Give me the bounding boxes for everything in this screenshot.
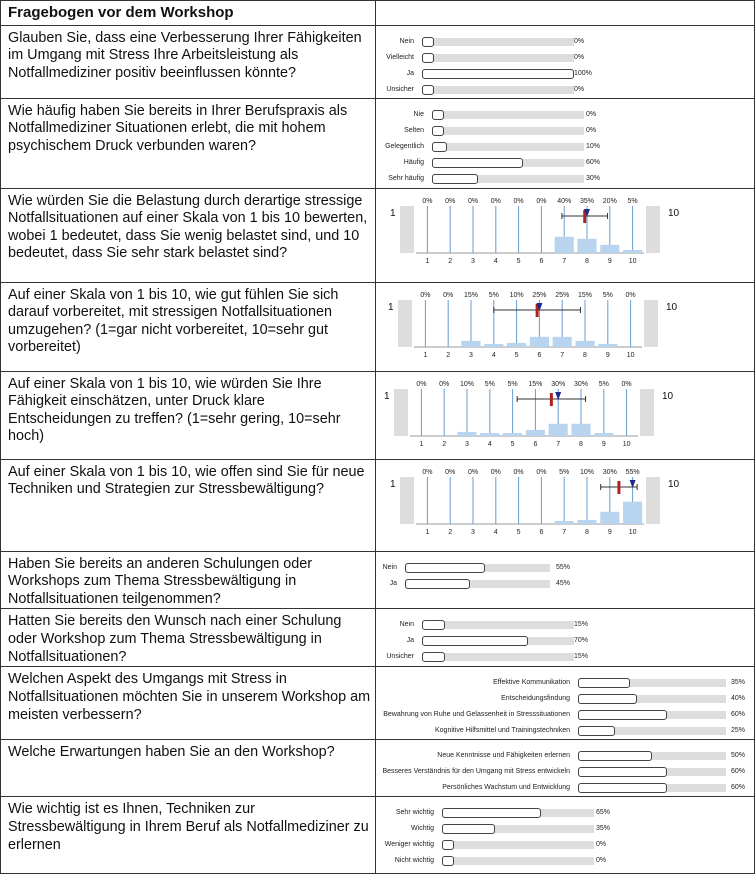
question-row (1, 551, 755, 609)
bar-row (376, 805, 754, 821)
scale-bar (484, 344, 503, 347)
scale-right-cap (640, 389, 654, 436)
scale-percent-label: 10% (509, 291, 524, 299)
bar-percent-label: 45% (556, 579, 571, 587)
scale-percent-label: 5% (488, 291, 499, 299)
scale-tick-label: 3 (469, 351, 473, 359)
answer-chart-cell (376, 740, 755, 797)
bar-row (376, 576, 754, 592)
question-row (1, 25, 755, 98)
scale-tick-label: 5 (516, 257, 521, 265)
scale-percent-label: 0% (420, 291, 431, 299)
scale-percent-label: 0% (467, 197, 479, 205)
answer-chart-cell (376, 371, 755, 459)
scale-tick-label: 10 (628, 528, 637, 536)
scale-percent-label: 25% (555, 291, 570, 299)
bar-percent-label: 0% (586, 110, 597, 118)
scale-max-label: 10 (668, 478, 680, 490)
scale-max-label: 10 (668, 207, 680, 219)
question-row (1, 282, 755, 371)
scale-tick-label: 6 (537, 351, 542, 359)
scale-percent-label: 55% (625, 468, 640, 476)
scale-chart (376, 372, 756, 454)
bar-percent-label: 40% (731, 695, 746, 703)
bar-chart (376, 552, 754, 592)
scale-tick-label: 9 (601, 440, 606, 448)
scale-percent-label: 0% (443, 291, 454, 299)
bar-fill (578, 678, 630, 688)
bar-row (376, 82, 754, 98)
scale-tick-label: 3 (471, 528, 475, 536)
scale-percent-label: 0% (467, 468, 479, 476)
scale-percent-label: 15% (577, 291, 593, 299)
bar-row (376, 821, 754, 837)
bar-fill (442, 840, 454, 850)
bar-track (422, 70, 574, 78)
scale-percent-label: 0% (513, 197, 524, 205)
scale-tick-label: 4 (491, 351, 496, 359)
bar-track (442, 825, 594, 833)
scale-bar (549, 423, 568, 435)
bar-percent-label: 0% (574, 53, 585, 61)
bar-row (376, 780, 754, 796)
bar-category-label: Unsicher (386, 653, 414, 661)
scale-percent-label: 10% (459, 380, 475, 388)
scale-tick-label: 4 (493, 528, 498, 536)
scale-tick-label: 8 (583, 351, 587, 359)
question-row (1, 371, 755, 459)
scale-percent-label: 5% (559, 468, 570, 476)
bar-category-label: Sehr häufig (388, 174, 424, 182)
bar-row (376, 707, 754, 723)
bar-category-label: Ja (406, 637, 414, 645)
bar-category-label: Unsicher (386, 85, 414, 93)
scale-right-cap (646, 477, 660, 524)
bar-fill (422, 652, 445, 662)
bar-category-label: Häufig (403, 158, 424, 166)
bar-track (432, 159, 584, 167)
bar-percent-label: 0% (596, 857, 607, 865)
scale-bar (530, 336, 549, 346)
question-text: Haben Sie bereits an anderen Schulungen oder Workshops zum Thema Stressbewältigung in Notfallsituationen teilgenommen? (1, 551, 376, 609)
question-row (1, 98, 755, 188)
bar-category-label: Bewahrung von Ruhe und Gelassenheit in Stresssituationen (383, 711, 570, 719)
scale-percent-label: 25% (532, 291, 547, 299)
question-row (1, 459, 755, 551)
scale-percent-label: 10% (579, 468, 595, 476)
bar-fill (422, 69, 574, 79)
scale-bar (600, 244, 619, 252)
scale-percent-label: 15% (528, 380, 543, 388)
answer-chart-cell (376, 459, 755, 551)
bar-fill (432, 142, 447, 152)
bar-track (432, 127, 584, 135)
bar-row (376, 748, 754, 764)
scale-tick-label: 5 (516, 528, 521, 536)
bar-category-label: Neue Kenntnisse und Fähigkeiten erlernen (437, 752, 570, 760)
scale-tick-label: 9 (605, 351, 610, 359)
scale-percent-label: 0% (422, 197, 433, 205)
scale-bar (575, 340, 594, 346)
scale-tick-label: 3 (465, 440, 469, 448)
answer-chart-cell (376, 98, 755, 188)
bar-row (376, 155, 754, 171)
scale-chart (376, 283, 756, 366)
scale-tick-label: 4 (493, 257, 498, 265)
bar-row (376, 50, 754, 66)
bar-row (376, 66, 754, 82)
scale-min-label: 1 (388, 301, 394, 313)
bar-category-label: Ja (406, 69, 414, 77)
bar-row (376, 107, 754, 123)
scale-chart (376, 460, 756, 546)
question-text: Wie wichtig ist es Ihnen, Techniken zur Stressbewältigung in Ihrem Beruf als Notfallmediziner zu erlernen (1, 797, 376, 874)
bar-fill (422, 37, 434, 47)
scale-tick-label: 2 (446, 351, 451, 359)
bar-fill (422, 620, 445, 630)
scale-percent-label: 0% (416, 380, 427, 388)
bar-category-label: Nie (413, 110, 424, 118)
scale-bar (577, 238, 596, 252)
scale-percent-label: 30% (602, 468, 617, 476)
bar-track (578, 784, 726, 792)
scale-tick-label: 5 (510, 440, 515, 448)
bar-fill (578, 694, 637, 704)
bar-percent-label: 35% (731, 679, 746, 687)
scale-bar (600, 511, 619, 523)
bar-category-label: Sehr wichtig (395, 809, 434, 817)
bar-category-label: Ja (389, 579, 397, 587)
scale-percent-label: 0% (490, 197, 501, 205)
bar-track (405, 580, 550, 588)
bar-chart (376, 667, 754, 739)
bar-percent-label: 60% (586, 158, 601, 166)
question-row (1, 609, 755, 667)
scale-bar (555, 521, 574, 524)
bar-fill (422, 85, 434, 95)
bar-chart (376, 26, 754, 98)
scale-tick-label: 6 (533, 440, 538, 448)
bar-row (376, 675, 754, 691)
bar-percent-label: 0% (574, 37, 585, 45)
bar-percent-label: 60% (731, 768, 746, 776)
header-blank-cell (376, 1, 755, 26)
scale-left-cap (394, 389, 408, 436)
bar-percent-label: 10% (586, 142, 601, 150)
scale-percent-label: 5% (484, 380, 495, 388)
scale-tick-label: 2 (448, 528, 453, 536)
bar-percent-label: 35% (596, 825, 611, 833)
bar-chart (376, 797, 754, 869)
scale-min-label: 1 (390, 207, 396, 219)
bar-track (578, 727, 726, 735)
bar-percent-label: 60% (731, 711, 746, 719)
scale-bar (480, 433, 499, 436)
scale-tick-label: 7 (556, 440, 561, 448)
scale-percent-label: 0% (536, 197, 547, 205)
bar-track (578, 711, 726, 719)
question-text: Auf einer Skala von 1 bis 10, wie gut fühlen Sie sich darauf vorbereitet, mit stressigen Notfallsituationen umzugehen? (1=gar nicht vorbereitet, 10=sehr gut vorbereitet) (1, 282, 376, 371)
bar-track (422, 38, 574, 46)
scale-min-label: 1 (384, 390, 390, 402)
question-text: Welche Erwartungen haben Sie an den Workshop? (1, 740, 376, 797)
bar-track (422, 86, 574, 94)
scale-tick-label: 2 (442, 440, 447, 448)
scale-tick-label: 6 (539, 257, 544, 265)
bar-row (376, 764, 754, 780)
bar-track (578, 752, 726, 760)
scale-bar (623, 250, 642, 253)
bar-row (376, 837, 754, 853)
bar-category-label: Effektive Kommunikation (493, 679, 570, 687)
scale-percent-label: 0% (513, 468, 524, 476)
question-text: Welchen Aspekt des Umgangs mit Stress in Notfallsituationen möchten Sie in unserem Workshop am meisten verbessern? (1, 667, 376, 740)
scale-right-cap (646, 206, 660, 253)
bar-fill (578, 710, 667, 720)
bar-fill (442, 808, 541, 818)
bar-category-label: Entscheidungsfindung (501, 695, 570, 703)
scale-max-label: 10 (666, 301, 678, 313)
bar-fill (405, 579, 470, 589)
bar-row (376, 617, 754, 633)
bar-category-label: Besseres Verständnis für den Umgang mit Stress entwickeln (382, 768, 570, 776)
bar-track (432, 143, 584, 151)
bar-fill (578, 726, 615, 736)
scale-tick-label: 1 (419, 440, 424, 448)
scale-bar (526, 429, 545, 435)
scale-tick-label: 1 (423, 351, 428, 359)
scale-tick-label: 10 (628, 257, 637, 265)
bar-track (578, 695, 726, 703)
bar-category-label: Weniger wichtig (384, 841, 434, 849)
scale-bar (507, 343, 526, 347)
bar-fill (422, 636, 528, 646)
bar-chart (376, 609, 754, 665)
mean-marker (550, 393, 553, 406)
scale-tick-label: 7 (562, 528, 567, 536)
bar-track (432, 175, 584, 183)
scale-bar (571, 423, 590, 435)
bar-percent-label: 0% (596, 841, 607, 849)
bar-track (432, 111, 584, 119)
bar-fill (432, 126, 444, 136)
question-text: Auf einer Skala von 1 bis 10, wie würden Sie Ihre Fähigkeit einschätzen, unter Druck klare Entscheidungen zu treffen? (1=sehr gering, 10=sehr hoch) (1, 371, 376, 459)
question-text: Auf einer Skala von 1 bis 10, wie offen sind Sie für neue Techniken und Strategien zur Stressbewältigung? (1, 459, 376, 551)
bar-fill (578, 751, 652, 761)
scale-bar (623, 501, 642, 523)
scale-percent-label: 0% (445, 468, 456, 476)
bar-row (376, 649, 754, 665)
bar-percent-label: 50% (731, 752, 746, 760)
bar-row (376, 123, 754, 139)
scale-tick-label: 10 (622, 440, 631, 448)
scale-percent-label: 30% (551, 380, 566, 388)
page-title: Fragebogen vor dem Workshop (1, 1, 376, 26)
scale-tick-label: 3 (471, 257, 475, 265)
bar-fill (432, 158, 523, 168)
scale-left-cap (400, 206, 414, 253)
scale-tick-label: 8 (579, 440, 583, 448)
scale-percent-label: 5% (507, 380, 518, 388)
scale-percent-label: 5% (627, 197, 638, 205)
bar-track (578, 768, 726, 776)
bar-percent-label: 15% (574, 621, 589, 629)
scale-percent-label: 0% (439, 380, 450, 388)
bar-percent-label: 60% (731, 784, 746, 792)
scale-bar (577, 520, 596, 524)
scale-tick-label: 7 (560, 351, 565, 359)
question-text: Wie häufig haben Sie bereits in Ihrer Berufspraxis als Notfallmediziner Situationen erlebt, die mit hohem psychischem Druck verbunden waren? (1, 98, 376, 188)
scale-tick-label: 1 (425, 528, 430, 536)
bar-category-label: Nein (382, 563, 397, 571)
scale-percent-label: 0% (490, 468, 501, 476)
scale-percent-label: 40% (557, 197, 572, 205)
bar-category-label: Nicht wichtig (394, 857, 434, 865)
bar-row (376, 633, 754, 649)
answer-chart-cell (376, 551, 755, 609)
bar-percent-label: 0% (586, 126, 597, 134)
bar-fill (405, 563, 485, 573)
scale-bar (598, 344, 617, 347)
bar-category-label: Persönliches Wachstum und Entwicklung (442, 784, 570, 792)
scale-tick-label: 9 (607, 257, 612, 265)
scale-percent-label: 0% (445, 197, 456, 205)
mean-marker (617, 481, 620, 494)
answer-chart-cell (376, 609, 755, 667)
question-text: Glauben Sie, dass eine Verbesserung Ihrer Fähigkeiten im Umgang mit Stress Ihre Arbeitsleistung als Notfallmediziner positiv beeinflussen könnte? (1, 25, 376, 98)
bar-category-label: Vielleicht (386, 53, 414, 61)
answer-chart-cell (376, 25, 755, 98)
question-text: Hatten Sie bereits den Wunsch nach einer Schulung oder Workshop zum Thema Stressbewältigung in Notfallsituationen? (1, 609, 376, 667)
scale-bar (555, 236, 574, 252)
bar-fill (578, 767, 667, 777)
answer-chart-cell (376, 797, 755, 874)
bar-fill (422, 53, 434, 63)
scale-percent-label: 0% (625, 291, 636, 299)
scale-tick-label: 10 (626, 351, 635, 359)
question-row (1, 797, 755, 874)
bar-row (376, 853, 754, 869)
scale-min-label: 1 (390, 478, 396, 490)
bar-category-label: Nein (399, 37, 414, 45)
bar-fill (578, 783, 667, 793)
bar-track (422, 621, 574, 629)
scale-percent-label: 30% (573, 380, 589, 388)
scale-tick-label: 6 (539, 528, 544, 536)
scale-tick-label: 4 (487, 440, 492, 448)
scale-chart (376, 189, 756, 277)
answer-chart-cell (376, 667, 755, 740)
scale-left-cap (400, 477, 414, 524)
bar-category-label: Kognitive Hilfsmittel und Trainingstechniken (434, 727, 570, 735)
bar-fill (432, 174, 478, 184)
scale-percent-label: 5% (602, 291, 613, 299)
bar-percent-label: 15% (574, 653, 589, 661)
question-row (1, 667, 755, 740)
bar-row (376, 139, 754, 155)
question-row (1, 188, 755, 282)
scale-percent-label: 0% (536, 468, 547, 476)
answer-chart-cell (376, 188, 755, 282)
bar-track (405, 564, 550, 572)
bar-row (376, 560, 754, 576)
bar-percent-label: 30% (586, 174, 601, 182)
scale-max-label: 10 (662, 390, 674, 402)
bar-track (442, 857, 594, 865)
scale-bar (594, 433, 613, 436)
scale-percent-label: 20% (602, 197, 617, 205)
scale-percent-label: 0% (621, 380, 632, 388)
bar-fill (442, 824, 495, 834)
bar-row (376, 691, 754, 707)
scale-bar (457, 432, 476, 436)
bar-percent-label: 0% (574, 85, 585, 93)
scale-tick-label: 8 (585, 528, 589, 536)
bar-chart (376, 99, 754, 187)
scale-percent-label: 15% (463, 291, 479, 299)
scale-bar (553, 336, 572, 346)
bar-row (376, 723, 754, 739)
header-row (1, 1, 755, 26)
scale-tick-label: 8 (585, 257, 589, 265)
bar-track (422, 54, 574, 62)
scale-percent-label: 35% (579, 197, 595, 205)
scale-bar (503, 433, 522, 436)
scale-bar (461, 340, 480, 346)
scale-tick-label: 1 (425, 257, 430, 265)
bar-track (578, 679, 726, 687)
bar-chart (376, 740, 754, 796)
scale-tick-label: 5 (514, 351, 519, 359)
scale-tick-label: 9 (607, 528, 612, 536)
scale-percent-label: 5% (598, 380, 609, 388)
bar-percent-label: 70% (574, 637, 589, 645)
bar-category-label: Wichtig (411, 825, 434, 833)
bar-fill (432, 110, 444, 120)
bar-percent-label: 65% (596, 809, 611, 817)
bar-percent-label: 55% (556, 563, 571, 571)
question-row (1, 740, 755, 797)
answer-chart-cell (376, 282, 755, 371)
scale-percent-label: 0% (422, 468, 433, 476)
bar-row (376, 171, 754, 187)
bar-percent-label: 100% (574, 69, 592, 77)
bar-track (442, 809, 594, 817)
bar-track (442, 841, 594, 849)
scale-tick-label: 2 (448, 257, 453, 265)
question-text: Wie würden Sie die Belastung durch derartige stressige Notfallsituationen auf einer Skala von 1 bis 10 bewerten, wobei 1 bedeutet, dass Sie wenig belastet sind, und 10 bedeutet, dass Sie sehr stark belastet sind? (1, 188, 376, 282)
bar-row (376, 34, 754, 50)
bar-track (422, 637, 574, 645)
scale-left-cap (398, 300, 412, 347)
bar-category-label: Selten (404, 126, 424, 134)
bar-percent-label: 25% (731, 727, 746, 735)
scale-right-cap (644, 300, 658, 347)
bar-category-label: Gelegentlich (385, 142, 424, 150)
bar-category-label: Nein (399, 621, 414, 629)
scale-tick-label: 7 (562, 257, 567, 265)
bar-track (422, 653, 574, 661)
